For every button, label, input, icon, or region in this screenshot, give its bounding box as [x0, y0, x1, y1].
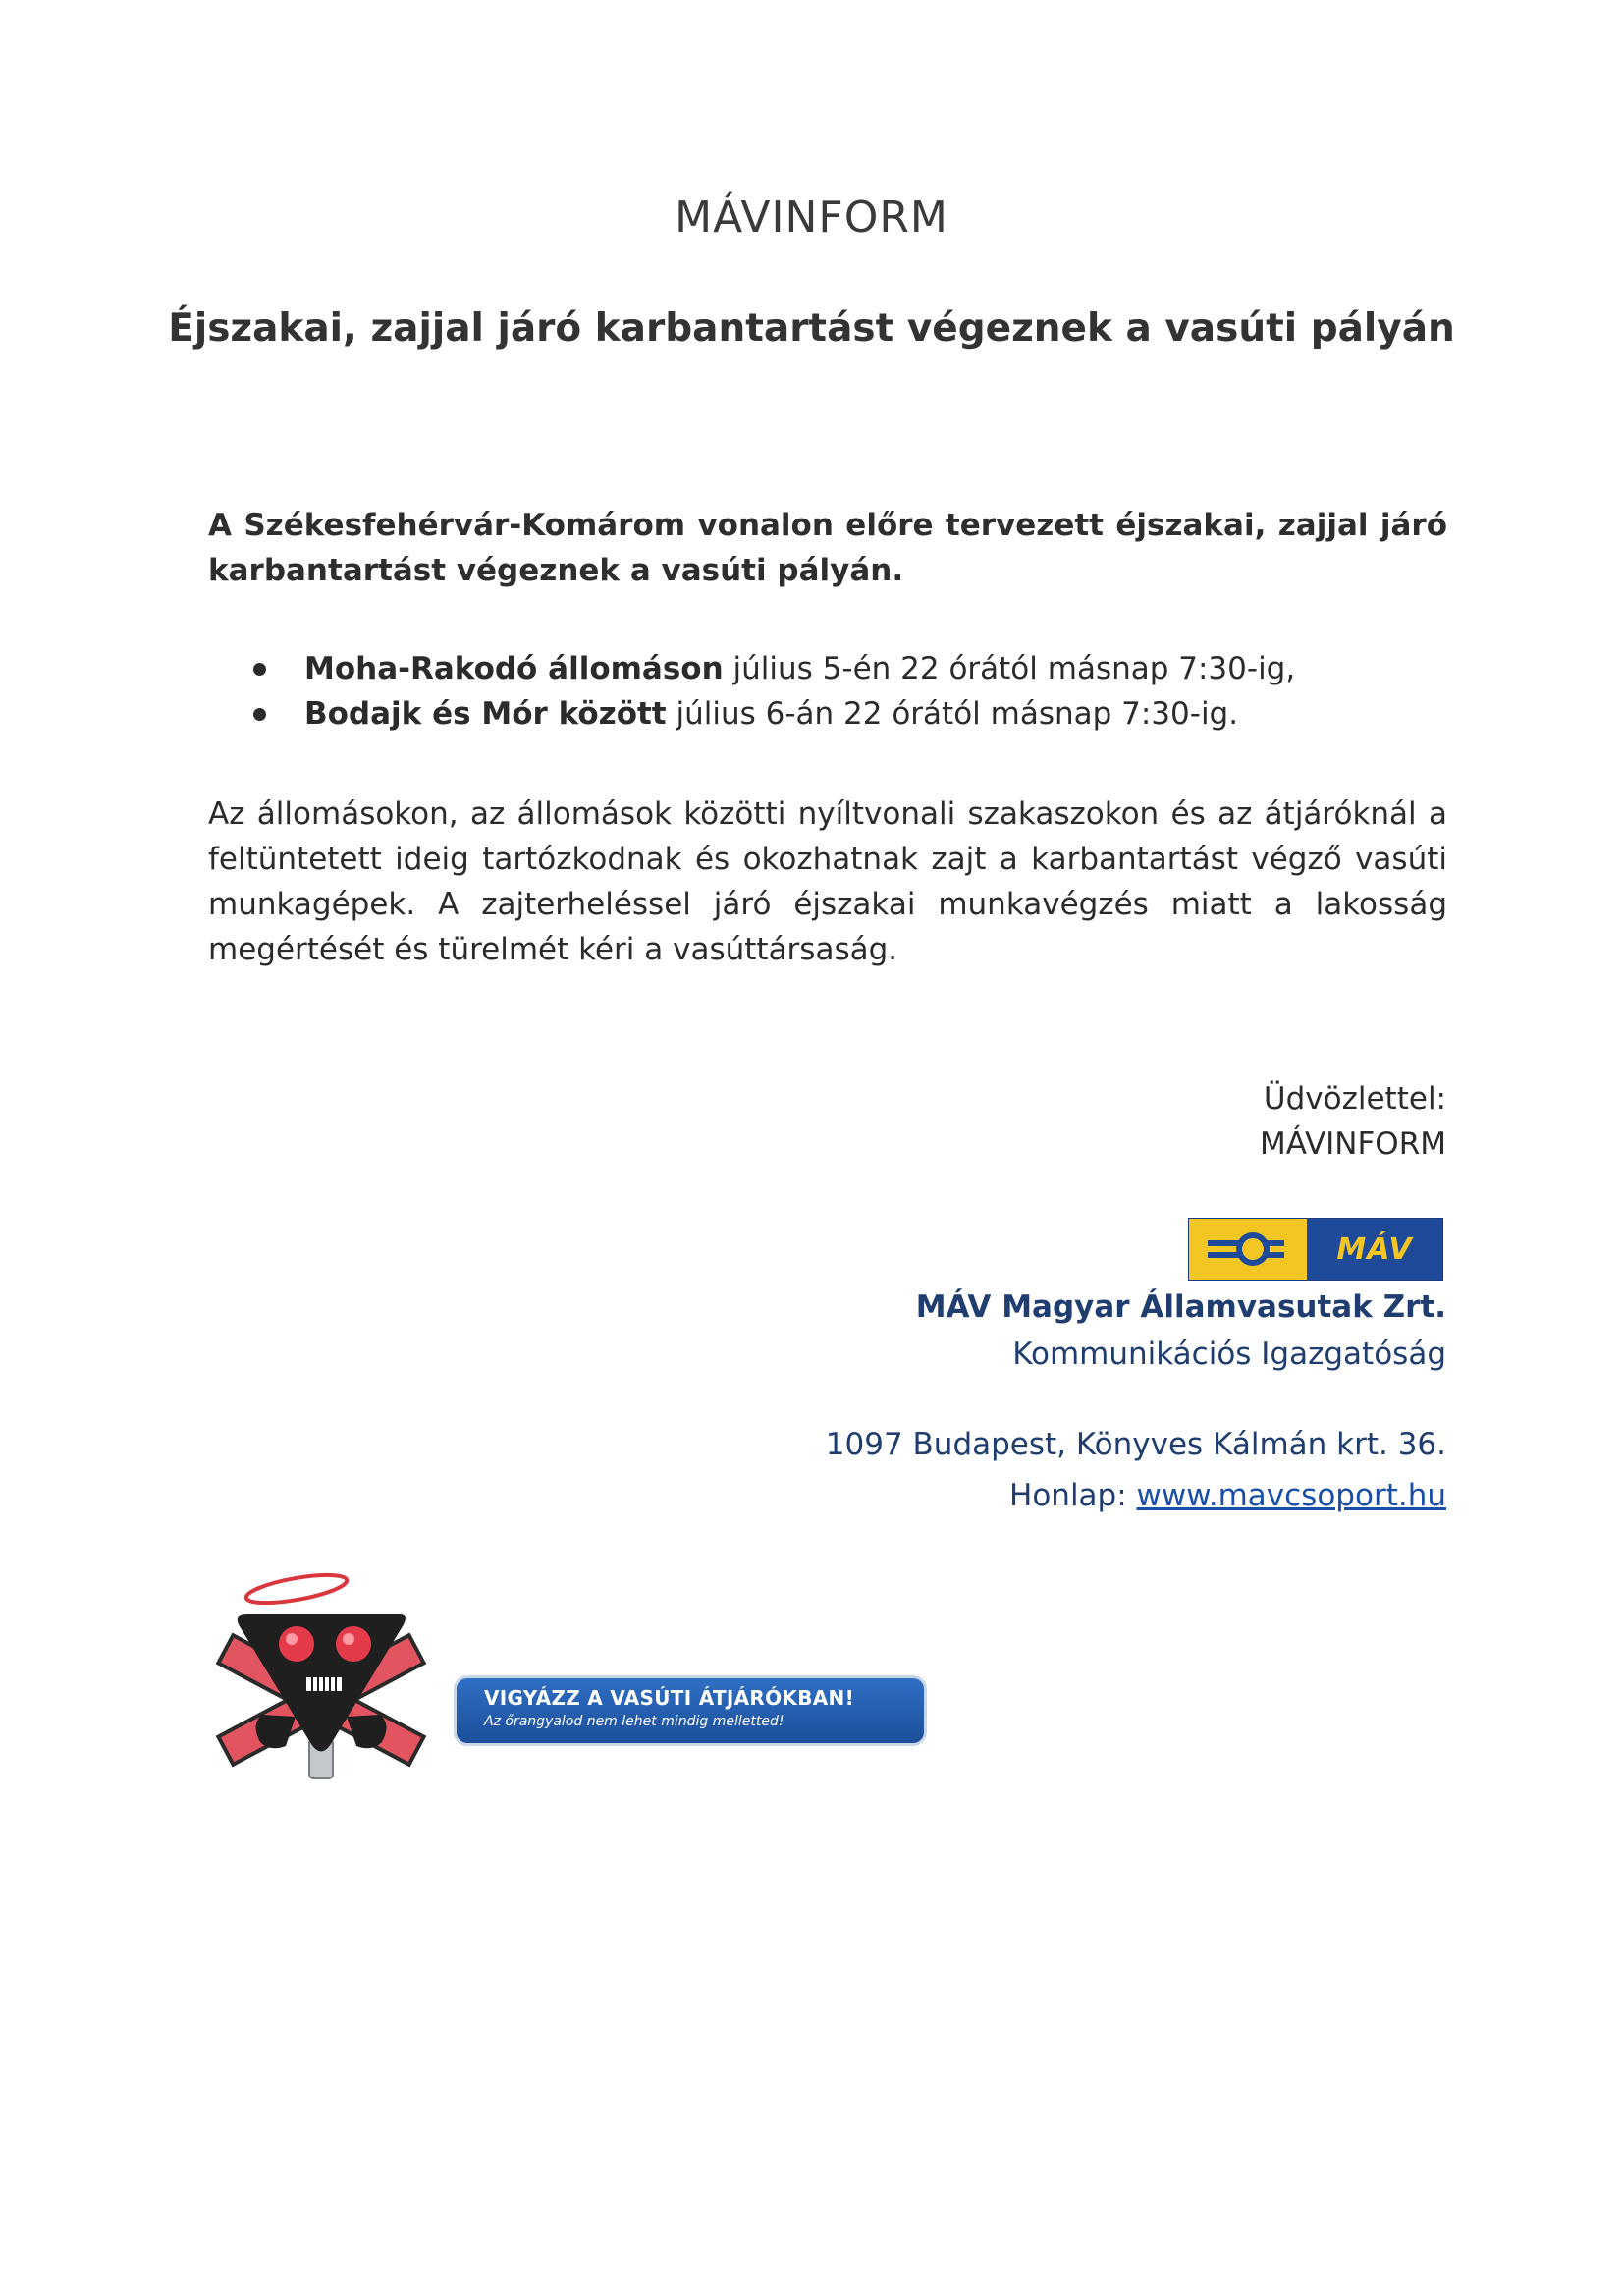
schedule-list — [253, 646, 1432, 737]
bullet-icon — [253, 708, 266, 721]
location-label: Bodajk és Mór között — [304, 696, 667, 732]
crossing-safety-banner — [208, 1567, 925, 1793]
mav-emblem-icon — [1189, 1219, 1307, 1280]
list-item — [253, 691, 1432, 737]
greeting-text: Üdvözlettel: — [1263, 1081, 1446, 1117]
bullet-icon — [253, 663, 266, 676]
mav-logo — [1188, 1218, 1443, 1281]
body-paragraph: Az állomásokon, az állomások közötti nyíltvonali szakaszokon és az átjáróknál a feltüntetett ideig tartózkodnak és okozhatnak zajt a karbantartást végző vasúti munkagépek. A zajterheléssel járó éjszakai munkavégzés miatt a lakosság megértését és türelmét kéri a vasúttársaság. — [208, 796, 1447, 967]
safety-banner-title: VIGYÁZZ A VASÚTI ÁTJÁRÓKBAN! — [484, 1686, 855, 1710]
schedule-text: július 6-án 22 órától másnap 7:30-ig. — [666, 696, 1239, 732]
document-subtitle: Éjszakai, zajjal járó karbantartást végeznek a vasúti pályán — [168, 306, 1455, 351]
intro-paragraph: A Székesfehérvár-Komárom vonalon előre tervezett éjszakai, zajjal járó karbantartást végeznek a vasúti pályán. — [208, 508, 1447, 588]
website-label: Honlap: — [1009, 1478, 1137, 1513]
safety-banner-box — [454, 1675, 927, 1746]
company-address: 1097 Budapest, Könyves Kálmán krt. 36. — [825, 1427, 1446, 1462]
company-name: MÁV Magyar Államvasutak Zrt. — [915, 1289, 1446, 1325]
website-link[interactable]: www.mavcsoport.hu — [1136, 1478, 1446, 1513]
safety-banner-subtitle: Az őrangyalod nem lehet mindig melletted! — [484, 1714, 784, 1729]
location-label: Moha-Rakodó állomáson — [304, 651, 724, 686]
signature-text: MÁVINFORM — [1259, 1126, 1446, 1162]
list-item — [253, 646, 1432, 691]
mav-wordmark: MÁV — [1307, 1219, 1442, 1280]
document-title: MÁVINFORM — [675, 192, 948, 243]
department-name: Kommunikációs Igazgatóság — [1012, 1337, 1446, 1372]
website-line — [1009, 1473, 1446, 1518]
schedule-text: július 5-én 22 órától másnap 7:30-ig, — [723, 651, 1296, 686]
closing-block — [1260, 1076, 1446, 1167]
